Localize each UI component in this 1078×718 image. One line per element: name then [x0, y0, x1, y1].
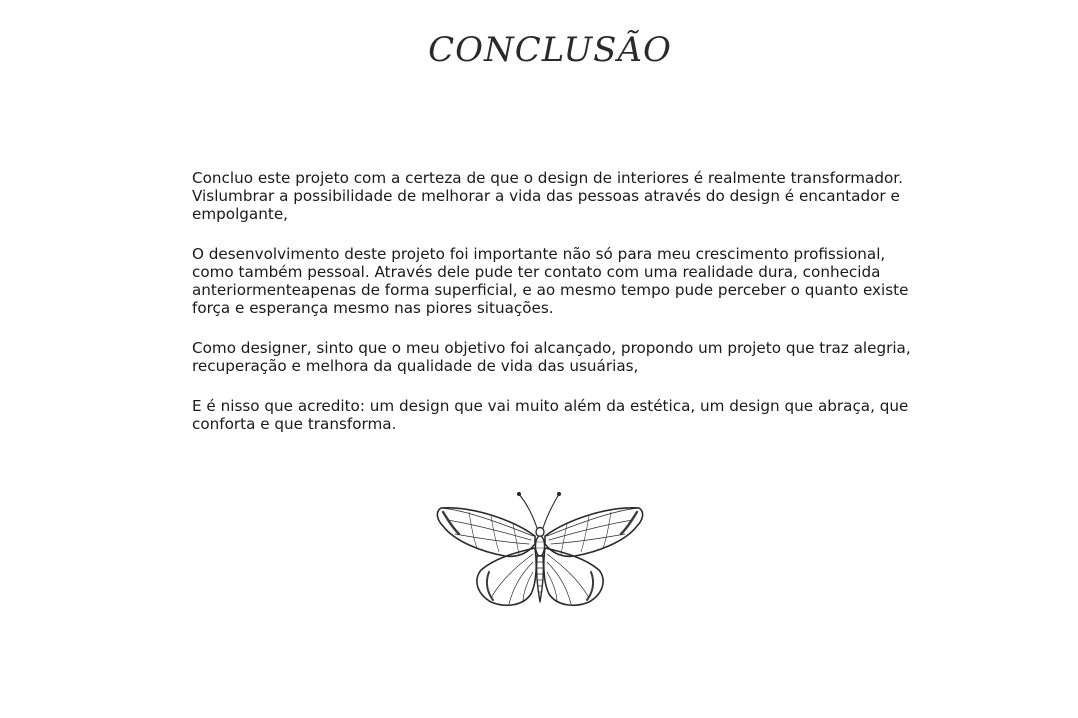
paragraph-2: O desenvolvimento deste projeto foi importante não só para meu crescimento profissional, como também pessoal. Através dele pude ter contato com uma realidade dura, conhecida anteriormenteapenas de forma superficial, e ao mesmo tempo pude perceber o quanto existe força e esperança mesmo nas piores situações.: [192, 245, 909, 317]
paragraph-3: Como designer, sinto que o meu objetivo foi alcançado, propondo um projeto que traz alegria, recuperação e melhora da qualidade de vida das usuárias,: [192, 339, 911, 375]
paragraph-1: Concluo este projeto com a certeza de que o design de interiores é realmente transformador. Vislumbrar a possibilidade de melhorar a vida das pessoas através do design é encantador e empolgante,: [192, 169, 903, 223]
butterfly-icon: [433, 490, 647, 612]
body-text: [192, 169, 922, 455]
paragraph-4: E é nisso que acredito: um design que vai muito além da estética, um design que abraça, que conforta e que transforma.: [192, 397, 909, 433]
page-title: CONCLUSÃO: [428, 30, 672, 70]
